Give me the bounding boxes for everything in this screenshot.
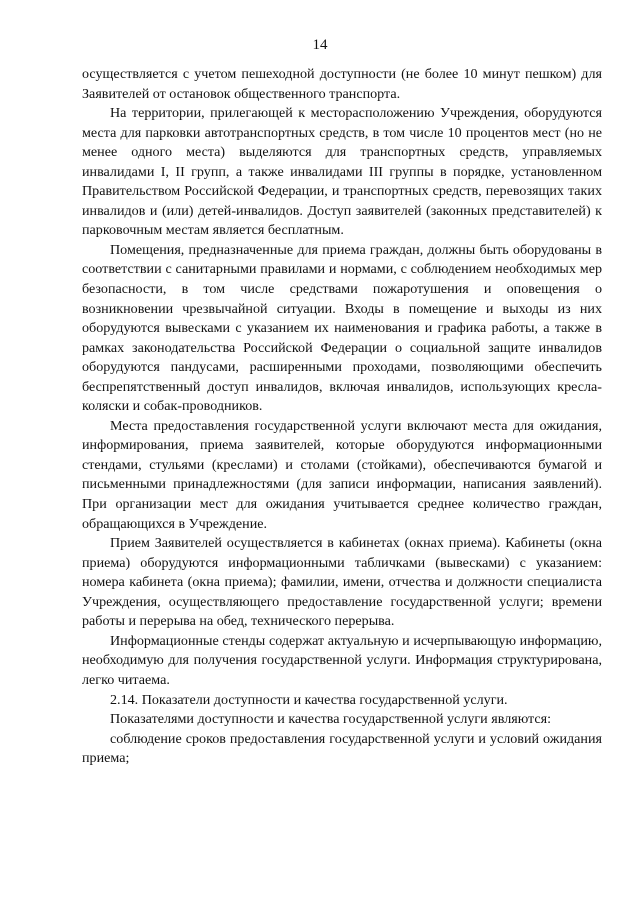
paragraph-indicators-intro: Показателями доступности и качества государственной услуги являются: xyxy=(110,711,552,728)
paragraph-parking: На территории, прилегающей к месторасположению Учреждения, оборудуются места для парковки автотранспортных средств, в том числе 10 процентов мест (но не менее одного места) выделяются для транспортных средств, управляемых инвалидами I, II групп, а также инвалидами III группы в порядке, установленном Правительством Российской Федерации, и транспортных средств, перевозящих таких инвалидов и (или) детей-инвалидов. Доступ заявителей (законных представителей) к парковочным местам является бесплатным. xyxy=(82,105,602,239)
section-heading-2-14: 2.14. Показатели доступности и качества государственной услуги. xyxy=(110,691,508,708)
paragraph-continuation: осуществляется с учетом пешеходной доступности (не более 10 минут пешком) для Заявителей от остановок общественного транспорта. xyxy=(82,66,602,102)
document-body xyxy=(82,65,602,769)
paragraph-reception: Прием Заявителей осуществляется в кабинетах (окнах приема). Кабинеты (окна приема) оборудуются информационными табличками (вывесками) с указанием: номера кабинета (окна приема); фамилии, имени, отчества и должности специалиста Учреждения, осуществляющего предоставление государственной услуги; времени работы и перерыва на обед, технического перерыва. xyxy=(82,535,602,630)
paragraph-premises: Помещения, предназначенные для приема граждан, должны быть оборудованы в соответствии с санитарными правилами и нормами, с соблюдением необходимых мер безопасности, в том числе средствами пожаротушения и оповещения о возникновении чрезвычайной ситуации. Входы в помещение и выходы из них оборудуются вывесками с указанием их наименования и графика работы, а также в рамках законодательства Российской Федерации о социальной защите инвалидов оборудуются пандусами, расширенными проходами, позволяющими обеспечить беспрепятственный доступ инвалидов, включая инвалидов, использующих кресла-коляски и собак-проводников. xyxy=(82,241,602,415)
page-number: 14 xyxy=(312,37,328,53)
paragraph-info-stands: Информационные стенды содержат актуальную и исчерпывающую информацию, необходимую для получения государственной услуги. Информация структурирована, легко читаема. xyxy=(82,632,602,688)
paragraph-indicator-deadlines: соблюдение сроков предоставления государственной услуги и условий ожидания приема; xyxy=(82,730,602,767)
paragraph-service-places: Места предоставления государственной услуги включают места для ожидания, информирования, приема заявителей, которые оборудуются информационными стендами, стульями (креслами) и столами (стойками), обеспечиваются бумагой и письменными принадлежностями (для записи информации, написания заявлений). При организации мест для ожидания учитывается среднее количество граждан, обращающихся в Учреждение. xyxy=(82,417,602,532)
